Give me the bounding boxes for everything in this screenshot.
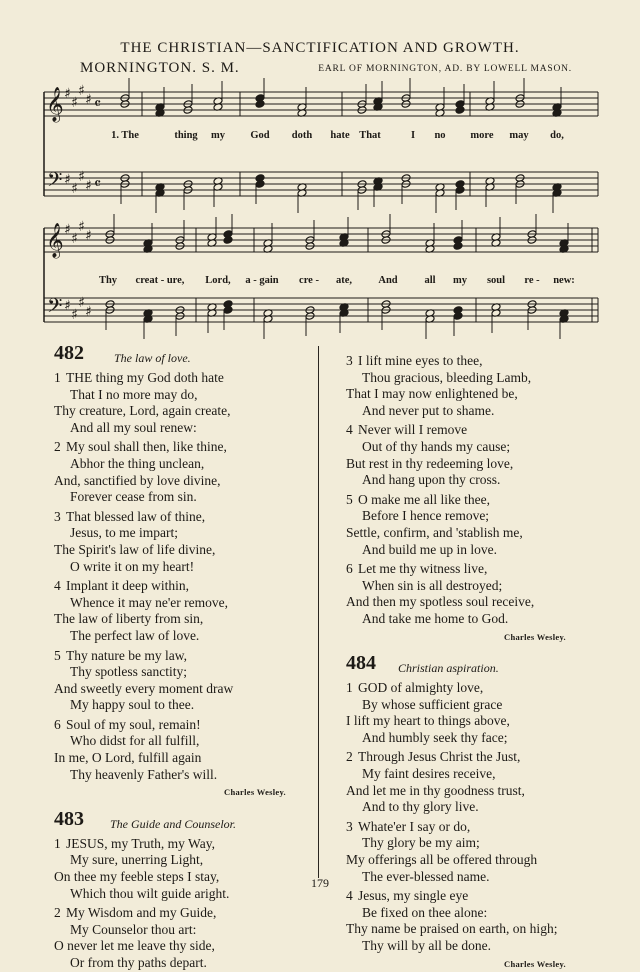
stanza-number: 3 <box>346 353 353 368</box>
verse-line <box>346 680 566 697</box>
verse-text: By whose sufficient grace <box>362 696 503 712</box>
verse-line <box>54 922 286 939</box>
lyric-syllable: soul <box>486 275 506 286</box>
verse-text: O write it on my heart! <box>70 558 195 574</box>
verse-text: My offerings all be offered through <box>346 852 538 868</box>
verse-line <box>54 611 286 628</box>
verse-text: Let me thy witness live, <box>358 561 488 577</box>
verse-text: And take me home to God. <box>362 610 509 626</box>
stanza <box>346 561 566 627</box>
verse-text: My happy soul to thee. <box>70 697 195 713</box>
sharp-sign: ♯ <box>78 169 85 185</box>
verse-text: Thy creature, Lord, again create, <box>54 403 231 419</box>
verse-text: And hang upon thy cross. <box>362 472 501 488</box>
verse-text: Never will I remove <box>358 422 468 438</box>
verse-line <box>54 664 286 681</box>
lyric-syllable: may <box>509 130 529 141</box>
lyric-syllable: a - gain <box>245 275 279 286</box>
verse-text: And then my spotless soul receive, <box>346 594 535 610</box>
verse-line <box>346 749 566 766</box>
author: Charles Wesley. <box>504 631 566 642</box>
verse-line <box>346 905 566 922</box>
note-head <box>453 312 463 321</box>
verse-line <box>54 628 286 645</box>
note-head <box>455 186 465 195</box>
verse-text: Jesus, my single eye <box>358 888 469 904</box>
verse-line <box>54 836 286 853</box>
verse-line <box>346 386 566 403</box>
verse-text: And sweetly every moment draw <box>54 680 234 696</box>
lyric-syllable: thing <box>174 130 198 141</box>
sharp-sign: ♯ <box>78 219 85 235</box>
verse-line <box>346 422 566 439</box>
time-signature: 𝄴 <box>94 174 102 193</box>
stanza-number: 4 <box>54 578 61 594</box>
verse-line <box>346 370 566 387</box>
verse-text: I lift mine eyes to thee, <box>358 353 483 368</box>
verse-text: Which thou wilt guide aright. <box>70 885 230 901</box>
verse-line <box>54 489 286 506</box>
sharp-sign: ♯ <box>85 178 92 194</box>
verse-line <box>54 578 286 595</box>
verse-line <box>346 492 566 509</box>
verse-line <box>54 420 286 437</box>
sharp-sign: ♯ <box>64 172 71 188</box>
verse-line <box>346 921 566 938</box>
lyric-syllable: my <box>211 130 225 141</box>
verse-text: That I may now enlightened be, <box>346 386 518 402</box>
verse-text: Implant it deep within, <box>66 578 189 594</box>
stanza-number: 4 <box>346 888 353 904</box>
verse-line <box>346 472 566 489</box>
lyric-syllable: Lord, <box>205 275 231 286</box>
verse-text: And all my soul renew: <box>70 419 197 435</box>
sharp-sign: ♯ <box>71 231 78 247</box>
sharp-sign: ♯ <box>71 95 78 111</box>
lyric-syllable: no <box>434 130 446 141</box>
verse-text: Jesus, to me impart; <box>70 525 178 541</box>
bass-clef: 𝄢 <box>47 294 63 322</box>
verse-text: Thou gracious, bleeding Lamb, <box>362 369 532 385</box>
sharp-sign: ♯ <box>85 228 92 244</box>
sharp-sign: ♯ <box>64 298 71 314</box>
sharp-sign: ♯ <box>64 222 71 238</box>
verse-text: Thy heavenly Father's will. <box>70 766 218 782</box>
verse-text: Through Jesus Christ the Just, <box>358 749 521 765</box>
hymn-subtitle: The Guide and Counselor. <box>110 816 236 831</box>
verse-line <box>346 938 566 955</box>
verse-line <box>346 730 566 747</box>
tune-name: MORNINGTON. S. M. <box>80 60 240 76</box>
verse-text: And never put to shame. <box>362 402 495 418</box>
verse-text: Thy glory be my aim; <box>362 835 480 851</box>
stanza <box>346 492 566 558</box>
verse-line <box>346 403 566 420</box>
bass-clef: 𝄢 <box>47 168 63 196</box>
verse-text: Be fixed on thee alone: <box>362 904 488 920</box>
lyric-syllable: Thy <box>98 275 118 286</box>
author: Charles Wesley. <box>504 958 566 969</box>
stanza-number: 2 <box>346 749 353 765</box>
stanza <box>54 717 286 783</box>
verse-text: Thy will by all be done. <box>362 938 491 953</box>
verse-line <box>346 542 566 559</box>
verse-line <box>54 559 286 576</box>
note-head <box>223 306 233 315</box>
lyric-syllable: God <box>250 130 270 141</box>
stanza <box>54 578 286 644</box>
stanza-number: 2 <box>54 439 61 455</box>
verse-line <box>54 525 286 542</box>
verse-line <box>346 525 566 542</box>
lyric-syllable: 1. The <box>111 130 139 141</box>
verse-text: Settle, confirm, and 'stablish me, <box>346 524 523 540</box>
hymn-subtitle: Christian aspiration. <box>398 661 499 676</box>
page-number: 179 <box>311 876 329 890</box>
verse-text: Thy spotless sanctity; <box>70 664 187 680</box>
verse-line <box>346 783 566 800</box>
lyrics-line-1 <box>40 130 600 144</box>
lyric-syllable: more <box>470 130 494 141</box>
verse-text: Whence it may ne'er remove, <box>70 594 228 610</box>
verse-line <box>346 611 566 628</box>
stanza-number: 1 <box>346 680 353 696</box>
stanza-number: 3 <box>54 508 61 524</box>
verse-line <box>346 819 566 836</box>
verse-text: Whate'er I say or do, <box>358 818 471 834</box>
verse-text: Abhor the thing unclean, <box>70 455 205 471</box>
verse-text: O never let me leave thy side, <box>54 938 215 954</box>
verse-text: My Counselor thou art: <box>70 921 197 937</box>
section-title: THE CHRISTIAN—SANCTIFICATION AND GROWTH. <box>120 40 520 56</box>
stanza <box>346 749 566 815</box>
verse-text: Before I hence remove; <box>362 508 490 524</box>
sharp-sign: ♯ <box>85 304 92 320</box>
stanza <box>346 888 566 954</box>
verse-line <box>54 767 286 784</box>
lyric-syllable: I <box>410 130 416 141</box>
verse-text: Forever cease from sin. <box>70 489 197 505</box>
verse-text: My faint desires receive, <box>362 766 496 782</box>
stanza-number: 1 <box>54 370 61 385</box>
verse-line <box>346 578 566 595</box>
verse-line <box>346 561 566 578</box>
treble-clef: 𝄞 <box>46 223 64 258</box>
time-signature: 𝄴 <box>94 94 102 113</box>
verse-text: And build me up in love. <box>362 541 497 557</box>
lyric-syllable: creat - ure, <box>135 275 185 286</box>
tune-credit: EARL OF MORNINGTON, AD. BY LOWELL MASON. <box>318 64 572 74</box>
verse-line <box>346 456 566 473</box>
verse-line <box>346 799 566 816</box>
verse-text: That blessed law of thine, <box>66 508 206 524</box>
verse-text: Thy name be praised on earth, on high; <box>346 921 558 937</box>
verse-text: Who didst for all fulfill, <box>70 733 200 749</box>
verse-text: But rest in thy redeeming love, <box>346 455 514 471</box>
author: Charles Wesley. <box>224 787 286 798</box>
verse-text: That I no more may do, <box>70 386 198 402</box>
verse-line <box>54 456 286 473</box>
lyric-syllable: new: <box>553 275 575 286</box>
verse-line <box>346 713 566 730</box>
verse-text: Soul of my soul, remain! <box>66 716 201 732</box>
lyric-syllable: hate <box>330 130 350 141</box>
lyric-syllable: doth <box>291 130 313 141</box>
sharp-sign: ♯ <box>64 86 71 102</box>
sharp-sign: ♯ <box>78 83 85 99</box>
verse-text: And to thy glory live. <box>362 799 479 815</box>
verse-text: The perfect law of love. <box>70 627 200 643</box>
verse-text: On thee my feeble steps I stay, <box>54 869 220 885</box>
verse-text: And humbly seek thy face; <box>362 729 508 745</box>
note-head <box>223 236 233 245</box>
verse-line <box>54 403 286 420</box>
verse-line <box>54 439 286 456</box>
sharp-sign: ♯ <box>71 181 78 197</box>
verse-line <box>346 697 566 714</box>
verse-text: GOD of almighty love, <box>358 680 484 696</box>
stanza <box>54 648 286 714</box>
verse-text: In me, O Lord, fulfill again <box>54 750 202 766</box>
verse-line <box>54 648 286 665</box>
verse-text: The Spirit's law of life divine, <box>54 541 216 557</box>
stanza-number: 4 <box>346 422 353 438</box>
verse-line <box>54 697 286 714</box>
lyric-syllable: And <box>378 275 398 286</box>
hymn-483 <box>54 807 286 972</box>
sharp-sign: ♯ <box>78 295 85 311</box>
verse-line <box>54 733 286 750</box>
verse-line <box>54 509 286 526</box>
stanza-number: 2 <box>54 905 61 921</box>
verse-line <box>54 542 286 559</box>
note-head <box>455 106 465 115</box>
sharp-sign: ♯ <box>85 92 92 108</box>
lyric-syllable: my <box>453 275 467 286</box>
lyrics-line-2 <box>40 275 600 289</box>
verse-line <box>54 370 286 387</box>
stanza <box>346 422 566 488</box>
hymn-482 <box>54 342 286 801</box>
lyric-syllable: That <box>359 130 381 141</box>
verse-text: The ever-blessed name. <box>362 868 490 884</box>
lyric-syllable: re - <box>524 275 540 286</box>
hymn-number: 483 <box>54 807 84 830</box>
verse-text: My Wisdom and my Guide, <box>66 905 217 921</box>
stanza <box>54 905 286 971</box>
hymn-484 <box>346 652 566 972</box>
verse-text: When sin is all destroyed; <box>362 577 503 593</box>
verse-text: THE thing my God doth hate <box>66 370 224 385</box>
stanza-number: 3 <box>346 818 353 834</box>
verse-text: O make me all like thee, <box>358 491 490 507</box>
stanza <box>54 370 286 436</box>
lyric-syllable: all <box>424 275 436 286</box>
stanza <box>346 680 566 746</box>
verse-line <box>54 387 286 404</box>
verse-line <box>54 473 286 490</box>
stanza-number: 5 <box>54 647 61 663</box>
stanza <box>54 836 286 902</box>
stanza-number: 5 <box>346 491 353 507</box>
verse-text: JESUS, my Truth, my Way, <box>66 835 215 851</box>
verse-line <box>54 717 286 734</box>
verse-line <box>54 852 286 869</box>
hymn-number: 484 <box>346 652 376 675</box>
lyric-syllable: cre - <box>299 275 319 286</box>
note-head <box>255 180 265 189</box>
lyric-syllable: ate, <box>335 275 353 286</box>
hymn-subtitle: The law of love. <box>114 351 191 365</box>
verse-line <box>54 595 286 612</box>
stanza-number: 6 <box>54 716 61 732</box>
note-head <box>255 100 265 109</box>
verse-text: I lift my heart to things above, <box>346 713 510 729</box>
stanza <box>346 353 566 419</box>
verse-line <box>54 955 286 972</box>
verse-line <box>346 852 566 869</box>
verse-text: And let me in thy goodness trust, <box>346 782 525 798</box>
verse-line <box>54 750 286 767</box>
column-divider <box>318 346 319 878</box>
verse-text: Thy nature be my law, <box>66 647 187 663</box>
verse-line <box>346 766 566 783</box>
verse-text: The law of liberty from sin, <box>54 611 204 627</box>
sharp-sign: ♯ <box>71 307 78 323</box>
verse-text: Or from thy paths depart. <box>70 955 207 970</box>
hymn-number: 482 <box>54 342 84 364</box>
verse-text: My soul shall then, like thine, <box>66 439 227 455</box>
verse-text: And, sanctified by love divine, <box>54 472 221 488</box>
verse-line <box>346 594 566 611</box>
treble-clef: 𝄞 <box>46 87 64 122</box>
verse-text: Out of thy hands my cause; <box>362 438 511 454</box>
verse-line <box>54 938 286 955</box>
music-system-1 <box>0 80 640 210</box>
verse-line <box>346 353 566 370</box>
verse-line <box>54 681 286 698</box>
verse-line <box>54 905 286 922</box>
verse-text: My sure, unerring Light, <box>70 852 204 868</box>
lyric-syllable: do, <box>550 130 564 141</box>
verse-line <box>346 508 566 525</box>
verse-line <box>346 835 566 852</box>
verse-line <box>346 439 566 456</box>
stanza-number: 1 <box>54 835 61 851</box>
stanza <box>54 509 286 575</box>
note-head <box>453 242 463 251</box>
stanza-number: 6 <box>346 561 353 577</box>
stanza <box>54 439 286 505</box>
